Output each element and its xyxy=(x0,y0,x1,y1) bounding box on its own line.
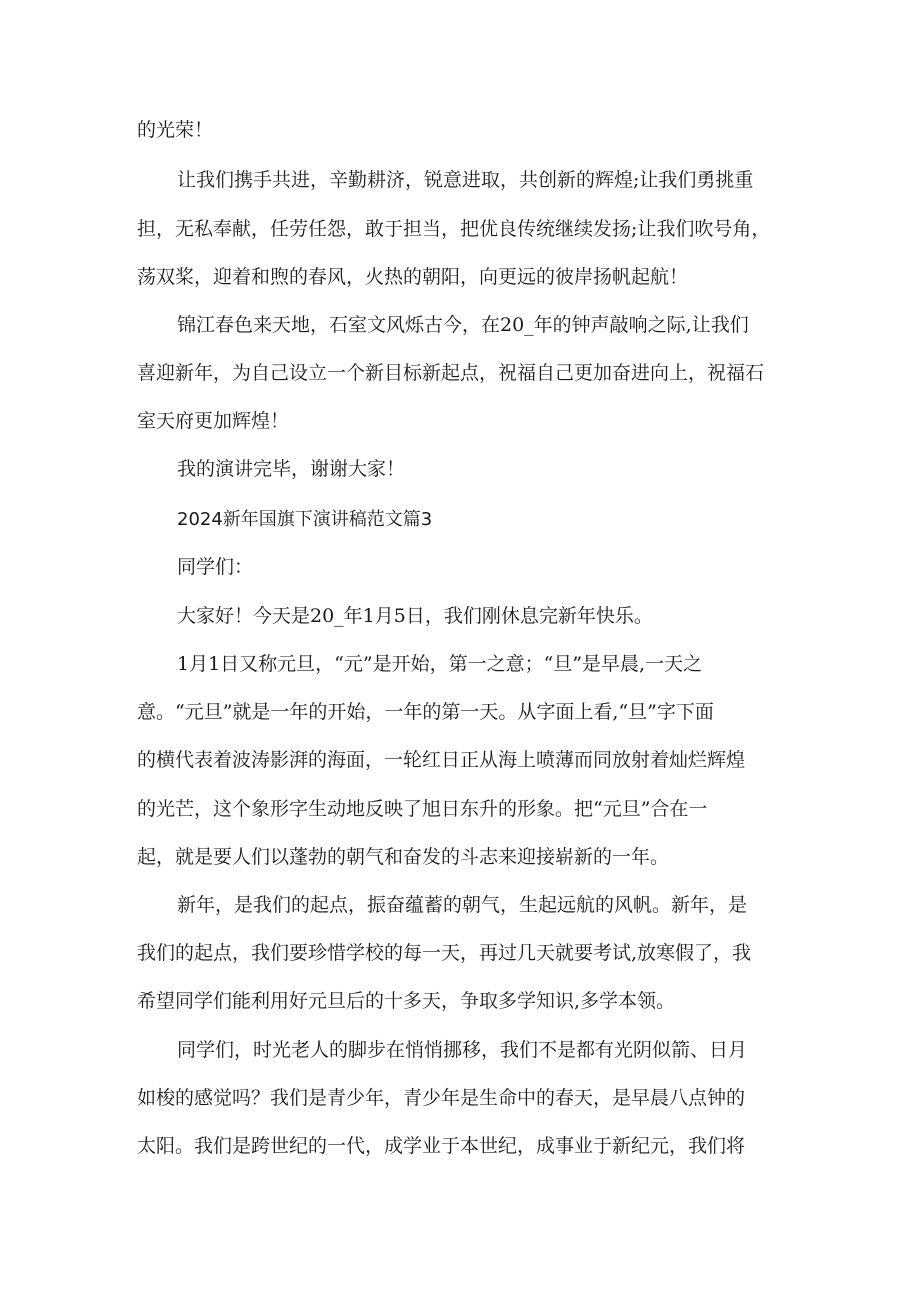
text-line: 太阳。我们是跨世纪的一代，成学业于本世纪，成事业于新纪元，我们将 xyxy=(137,1135,746,1157)
text-line: 喜迎新年，为自己设立一个新目标新起点，祝福自己更加奋进向上，祝福石 xyxy=(137,362,765,384)
text-line: 的横代表着波涛影湃的海面，一轮红日正从海上喷薄而同放射着灿烂辉煌 xyxy=(137,749,746,771)
section-heading: 2024新年国旗下演讲稿范文篇3 xyxy=(177,509,433,530)
text-line: 我们的起点，我们要珍惜学校的每一天，再过几天就要考试,放寒假了，我 xyxy=(137,942,752,964)
text-line: 室天府更加辉煌！ xyxy=(137,410,290,432)
text-line: 同学们，时光老人的脚步在悄悄挪移，我们不是都有光阴似箭、日月 xyxy=(177,1039,748,1061)
text-line: 如梭的感觉吗？我们是青少年，青少年是生命中的春天，是早晨八点钟的 xyxy=(137,1087,746,1109)
text-line: 的光芒，这个象形字生动地反映了旭日东升的形象。把“元旦”合在一 xyxy=(137,798,708,820)
text-line: 荡双桨，迎着和煦的春风，火热的朝阳，向更远的彼岸扬帆起航！ xyxy=(137,266,689,288)
text-line: 担，无私奉献，任劳任怨，敢于担当，把优良传统继续发扬;让我们吹号角， xyxy=(137,218,771,240)
text-line: 希望同学们能利用好元旦后的十多天，争取多学知识,多学本领。 xyxy=(137,990,676,1012)
text-line: 意。“元旦”就是一年的开始，一年的第一天。从字面上看,“旦”字下面 xyxy=(137,701,714,723)
text-line: 同学们： xyxy=(177,556,254,578)
text-line: 让我们携手共进，辛勤耕济，锐意进取，共创新的辉煌;让我们勇挑重 xyxy=(177,169,754,191)
text-line: 锦江春色来天地，石室文风烁古今，在20_年的钟声敲响之际,让我们 xyxy=(177,314,749,336)
text-line: 新年，是我们的起点，振奋蕴蓄的朝气，生起远航的风帆。新年，是 xyxy=(177,894,748,916)
text-line: 起，就是要人们以蓬勃的朝气和奋发的斗志来迎接崭新的一年。 xyxy=(137,846,670,868)
text-line: 1月1日又称元旦，“元”是开始，第一之意；“旦”是早晨,一天之 xyxy=(177,653,703,675)
text-line: 的光荣！ xyxy=(137,119,214,141)
text-line: 我的演讲完毕，谢谢大家！ xyxy=(177,458,406,480)
text-line: 大家好！今天是20_年1月5日，我们刚休息完新年快乐。 xyxy=(177,605,653,627)
